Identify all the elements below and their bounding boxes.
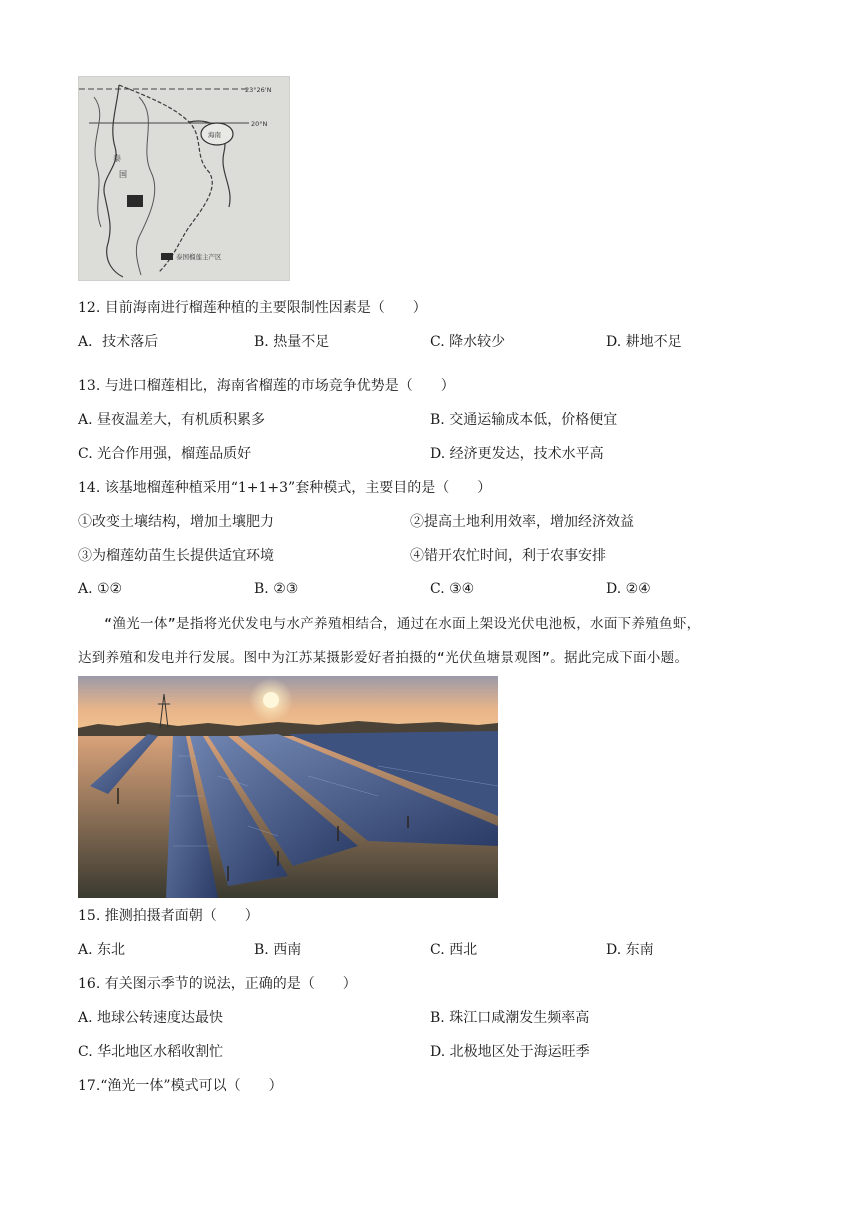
q12-option-b: B. 热量不足: [254, 334, 330, 350]
q13-option-b: B. 交通运输成本低，价格便宜: [430, 412, 618, 428]
q17-stem: 17.“渔光一体”模式可以（ ）: [78, 1078, 283, 1094]
q13-option-a: A. 昼夜温差大，有机质积累多: [78, 412, 266, 428]
q14-statement-3: ③为榴莲幼苗生长提供适宜环境: [78, 548, 274, 564]
q14-option-b: B. ②③: [254, 581, 299, 597]
q14-option-d: D. ②④: [606, 581, 651, 597]
q14-statement-2: ②提高土地利用效率，增加经济效益: [410, 514, 634, 530]
q14-stem: 14. 该基地榴莲种植采用“1+1+3”套种模式，主要目的是（ ）: [78, 480, 492, 496]
q14-option-c: C. ③④: [430, 581, 475, 597]
q16-option-c: C. 华北地区水稻收割忙: [78, 1044, 224, 1060]
q13-option-c: C. 光合作用强，榴莲品质好: [78, 446, 252, 462]
passage-line-2: 达到养殖和发电并行发展。图中为江苏某摄影爱好者拍摄的“光伏鱼塘景观图”。据此完成下面小题。: [78, 650, 689, 666]
label-hainan: 海南: [208, 131, 221, 139]
q13-option-d: D. 经济更发达，技术水平高: [430, 446, 604, 462]
q16-stem: 16. 有关图示季节的说法，正确的是（ ）: [78, 976, 357, 992]
q16-option-a: A. 地球公转速度达最快: [78, 1010, 224, 1026]
q12-option-c: C. 降水较少: [430, 334, 506, 350]
q14-statement-4: ④错开农忙时间，利于农事安排: [410, 548, 606, 564]
solar-fishpond-photo: [78, 676, 498, 898]
q14-option-a: A. ①②: [78, 581, 123, 597]
label-lat-mid: 20°N: [251, 120, 268, 128]
thailand-durian-map: [78, 76, 290, 281]
label-country-2: 国: [119, 170, 127, 179]
legend-marker: [161, 253, 173, 260]
label-lat-top: 23°26'N: [245, 86, 272, 94]
q12-option-d: D. 耕地不足: [606, 334, 682, 350]
passage-line-1: “渔光一体”是指将光伏发电与水产养殖相结合，通过在水面上架设光伏电池板，水面下养殖鱼虾，: [104, 616, 701, 632]
q12-option-a: A．技术落后: [78, 334, 159, 350]
q16-option-d: D. 北极地区处于海运旺季: [430, 1044, 590, 1060]
q15-option-d: D. 东南: [606, 942, 654, 958]
q15-stem: 15. 推测拍摄者面朝（ ）: [78, 908, 259, 924]
durian-area-marker: [127, 195, 143, 207]
q15-option-b: B. 西南: [254, 942, 302, 958]
q15-option-c: C. 西北: [430, 942, 478, 958]
q16-option-b: B. 珠江口咸潮发生频率高: [430, 1010, 590, 1026]
legend-label: 泰国榴莲主产区: [176, 253, 222, 261]
q12-stem: 12. 目前海南进行榴莲种植的主要限制性因素是（ ）: [78, 300, 427, 316]
q15-option-a: A. 东北: [78, 942, 126, 958]
map-drawing: [79, 77, 289, 280]
label-country-1: 泰: [113, 154, 121, 163]
q14-statement-1: ①改变土壤结构，增加土壤肥力: [78, 514, 274, 530]
q13-stem: 13. 与进口榴莲相比，海南省榴莲的市场竞争优势是（ ）: [78, 378, 455, 394]
